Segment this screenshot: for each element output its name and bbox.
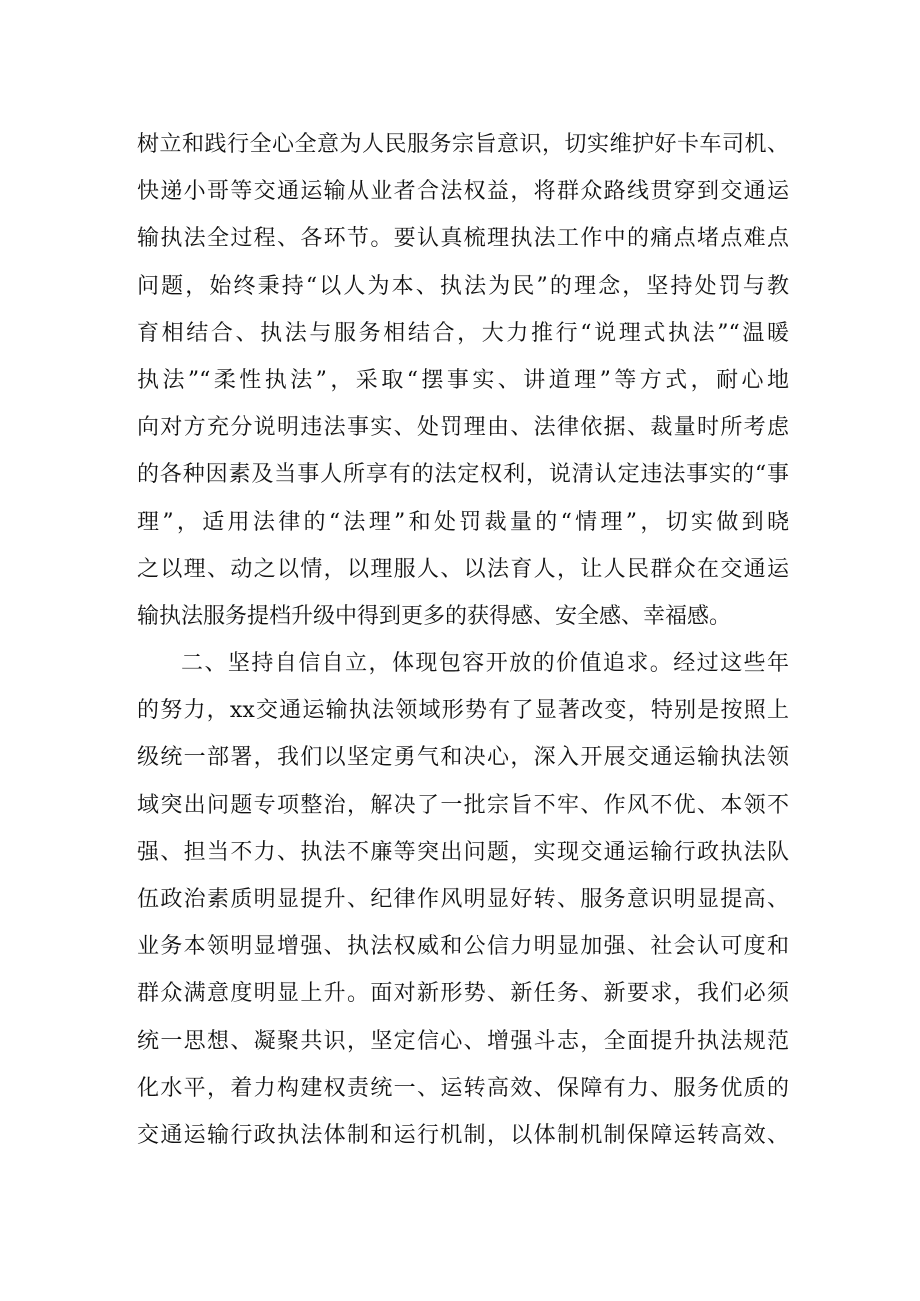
text-line: 育相结合、执法与服务相结合，大力推行“说理式执法”“温暖 [137,320,789,346]
text-line: 业务本领明显增强、执法权威和公信力明显加强、社会认可度和 [137,934,789,960]
paragraph-end-line: 输执法服务提档升级中得到更多的获得感、安全感、幸福感。 [137,603,732,629]
text-line: 理”，适用法律的“法理”和处罚裁量的“情理”，切实做到晓 [137,509,789,535]
text-line: 群众满意度明显上升。面对新形势、新任务、新要求，我们必须 [137,981,789,1007]
text-line: 的努力，xx交通运输执法领域形势有了显著改变，特别是按照上 [137,698,789,724]
text-line: 统一思想、凝聚共识，坚定信心、增强斗志，全面提升执法规范 [137,1028,789,1054]
section-heading-line: 二、坚持自信自立，体现包容开放的价值追求。经过这些年 [181,651,789,677]
text-line: 执法”“柔性执法”，采取“摆事实、讲道理”等方式，耐心地 [137,367,789,393]
text-line: 的各种因素及当事人所享有的法定权利，说清认定违法事实的“事 [137,462,789,488]
text-line: 域突出问题专项整治，解决了一批宗旨不牢、作风不优、本领不 [137,792,789,818]
text-line: 树立和践行全心全意为人民服务宗旨意识，切实维护好卡车司机、 [137,132,789,157]
text-line: 化水平，着力构建权责统一、运转高效、保障有力、服务优质的 [137,1075,789,1101]
text-line: 级统一部署，我们以坚定勇气和决心，深入开展交通运输执法领 [137,745,789,771]
text-line: 快递小哥等交通运输从业者合法权益，将群众路线贯穿到交通运 [137,179,789,205]
text-line: 伍政治素质明显提升、纪律作风明显好转、服务意识明显提高、 [137,887,789,912]
text-line: 交通运输行政执法体制和运行机制，以体制机制保障运转高效、 [137,1122,789,1148]
body-text [137,121,789,1159]
text-line: 之以理、动之以情，以理服人、以法育人，让人民群众在交通运 [137,556,789,582]
text-line: 强、担当不力、执法不廉等突出问题，实现交通运输行政执法队 [137,839,789,865]
text-line: 问题，始终秉持“以人为本、执法为民”的理念，坚持处罚与教 [137,273,789,299]
text-line: 输执法全过程、各环节。要认真梳理执法工作中的痛点堵点难点 [137,226,789,252]
text-line: 向对方充分说明违法事实、处罚理由、法律依据、裁量时所考虑 [137,415,789,441]
